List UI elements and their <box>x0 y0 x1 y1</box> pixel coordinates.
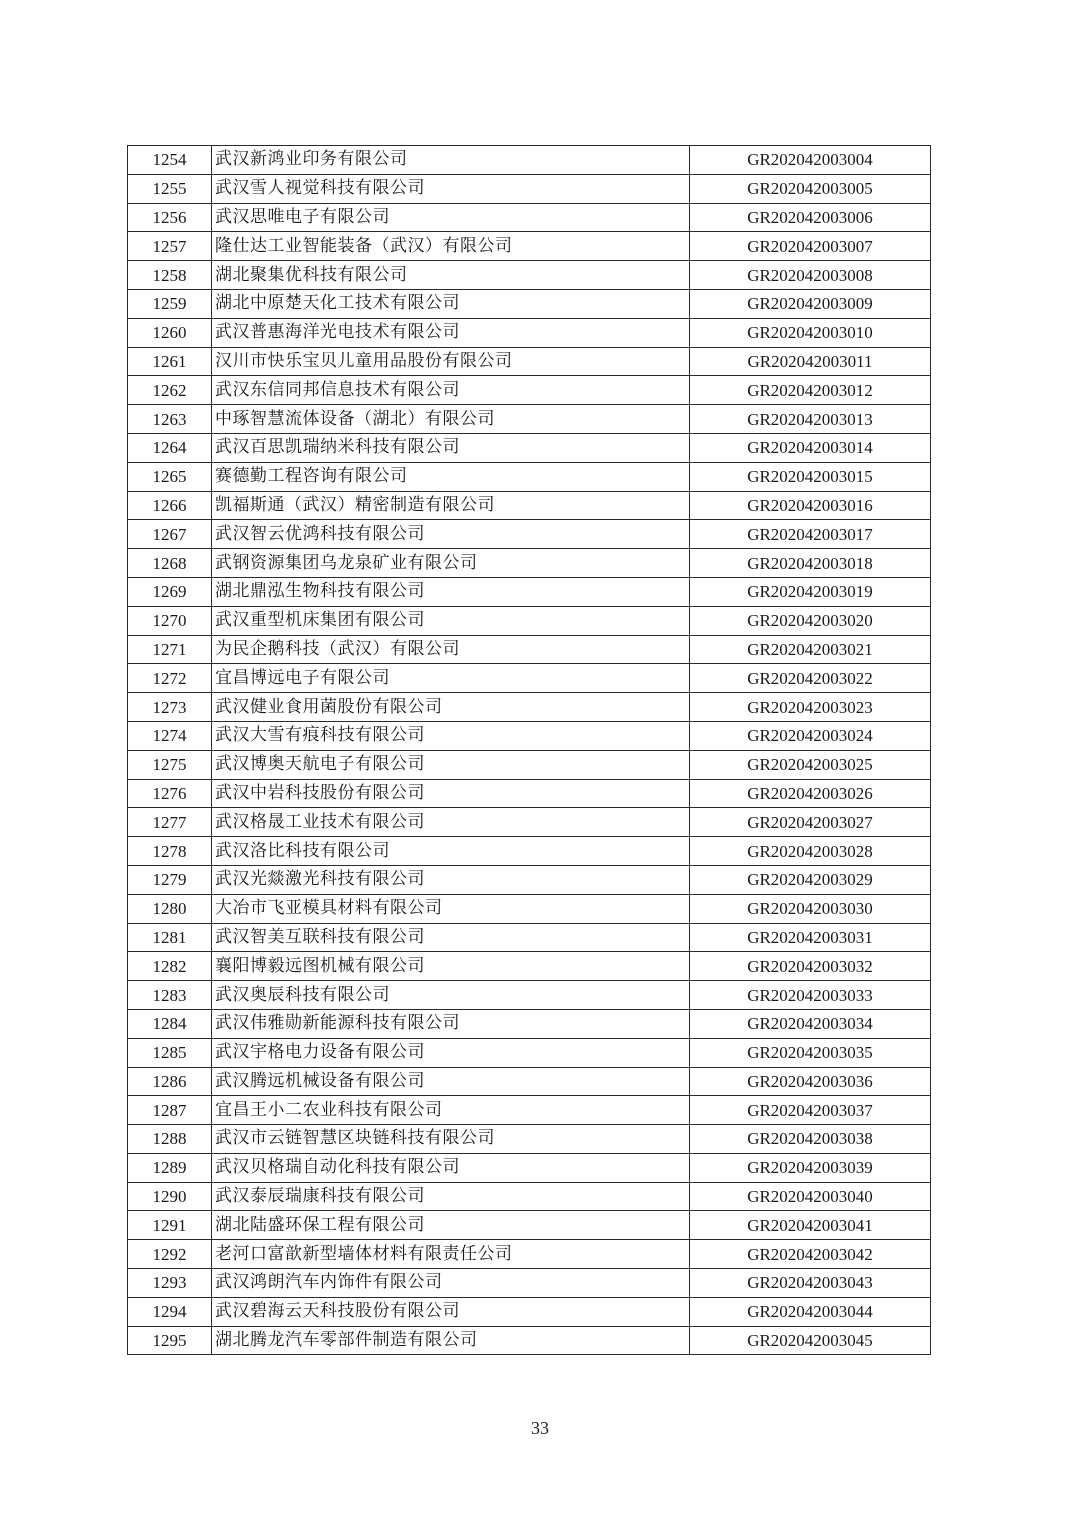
row-number: 1277 <box>128 808 212 837</box>
certificate-code: GR202042003011 <box>690 347 931 376</box>
certificate-code: GR202042003014 <box>690 433 931 462</box>
row-number: 1289 <box>128 1153 212 1182</box>
certificate-code: GR202042003041 <box>690 1211 931 1240</box>
table-row <box>128 635 931 664</box>
table-row <box>128 1038 931 1067</box>
certificate-code: GR202042003032 <box>690 952 931 981</box>
certificate-code: GR202042003033 <box>690 981 931 1010</box>
table-row <box>128 289 931 318</box>
row-number: 1284 <box>128 1009 212 1038</box>
company-name: 武汉重型机床集团有限公司 <box>212 606 690 635</box>
table-row <box>128 952 931 981</box>
table-row <box>128 549 931 578</box>
company-name: 大冶市飞亚模具材料有限公司 <box>212 894 690 923</box>
table-row <box>128 894 931 923</box>
company-name: 赛德勤工程咨询有限公司 <box>212 462 690 491</box>
table-row <box>128 808 931 837</box>
row-number: 1291 <box>128 1211 212 1240</box>
certificate-code: GR202042003030 <box>690 894 931 923</box>
certificate-code: GR202042003035 <box>690 1038 931 1067</box>
table-row <box>128 376 931 405</box>
table-row <box>128 779 931 808</box>
company-name: 武汉雪人视觉科技有限公司 <box>212 174 690 203</box>
row-number: 1272 <box>128 664 212 693</box>
company-name: 宜昌王小二农业科技有限公司 <box>212 1096 690 1125</box>
company-name: 武汉洛比科技有限公司 <box>212 837 690 866</box>
certificate-code: GR202042003006 <box>690 203 931 232</box>
certificate-code: GR202042003026 <box>690 779 931 808</box>
company-name: 汉川市快乐宝贝儿童用品股份有限公司 <box>212 347 690 376</box>
row-number: 1273 <box>128 693 212 722</box>
certificate-code: GR202042003031 <box>690 923 931 952</box>
table-row <box>128 1125 931 1154</box>
certificate-code: GR202042003027 <box>690 808 931 837</box>
certificate-code: GR202042003018 <box>690 549 931 578</box>
row-number: 1268 <box>128 549 212 578</box>
row-number: 1260 <box>128 318 212 347</box>
certificate-code: GR202042003004 <box>690 146 931 175</box>
table-row <box>128 203 931 232</box>
company-name: 老河口富歆新型墙体材料有限责任公司 <box>212 1240 690 1269</box>
certificate-code: GR202042003012 <box>690 376 931 405</box>
certificate-code: GR202042003024 <box>690 721 931 750</box>
row-number: 1266 <box>128 491 212 520</box>
row-number: 1281 <box>128 923 212 952</box>
row-number: 1267 <box>128 520 212 549</box>
company-name: 武汉思唯电子有限公司 <box>212 203 690 232</box>
table-row <box>128 405 931 434</box>
company-name: 武钢资源集团乌龙泉矿业有限公司 <box>212 549 690 578</box>
row-number: 1293 <box>128 1269 212 1298</box>
company-name: 武汉光燚激光科技有限公司 <box>212 865 690 894</box>
certificate-code: GR202042003008 <box>690 261 931 290</box>
row-number: 1269 <box>128 577 212 606</box>
row-number: 1255 <box>128 174 212 203</box>
table-row <box>128 146 931 175</box>
certificate-code: GR202042003038 <box>690 1125 931 1154</box>
certificate-code: GR202042003045 <box>690 1326 931 1355</box>
table-row <box>128 1153 931 1182</box>
certificate-code: GR202042003028 <box>690 837 931 866</box>
row-number: 1276 <box>128 779 212 808</box>
row-number: 1271 <box>128 635 212 664</box>
row-number: 1274 <box>128 721 212 750</box>
certificate-code: GR202042003025 <box>690 750 931 779</box>
table-row <box>128 347 931 376</box>
company-name: 襄阳博毅远图机械有限公司 <box>212 952 690 981</box>
company-name: 为民企鹅科技（武汉）有限公司 <box>212 635 690 664</box>
company-name: 武汉伟雅勋新能源科技有限公司 <box>212 1009 690 1038</box>
row-number: 1288 <box>128 1125 212 1154</box>
company-name: 武汉碧海云天科技股份有限公司 <box>212 1297 690 1326</box>
row-number: 1287 <box>128 1096 212 1125</box>
certificate-code: GR202042003044 <box>690 1297 931 1326</box>
row-number: 1263 <box>128 405 212 434</box>
row-number: 1275 <box>128 750 212 779</box>
table-row <box>128 1182 931 1211</box>
certificate-code: GR202042003007 <box>690 232 931 261</box>
table-row <box>128 1326 931 1355</box>
table-row <box>128 750 931 779</box>
table-row <box>128 318 931 347</box>
table-row <box>128 1009 931 1038</box>
row-number: 1292 <box>128 1240 212 1269</box>
certificate-code: GR202042003029 <box>690 865 931 894</box>
row-number: 1286 <box>128 1067 212 1096</box>
company-name: 湖北聚集优科技有限公司 <box>212 261 690 290</box>
table-row <box>128 606 931 635</box>
table-row <box>128 1096 931 1125</box>
table-row <box>128 577 931 606</box>
company-name: 凯福斯通（武汉）精密制造有限公司 <box>212 491 690 520</box>
row-number: 1261 <box>128 347 212 376</box>
certificate-code: GR202042003005 <box>690 174 931 203</box>
table-body <box>128 146 931 1355</box>
certificate-code: GR202042003037 <box>690 1096 931 1125</box>
table-row <box>128 433 931 462</box>
certificate-code: GR202042003020 <box>690 606 931 635</box>
row-number: 1290 <box>128 1182 212 1211</box>
row-number: 1270 <box>128 606 212 635</box>
company-name: 武汉腾远机械设备有限公司 <box>212 1067 690 1096</box>
certificate-code: GR202042003016 <box>690 491 931 520</box>
row-number: 1256 <box>128 203 212 232</box>
row-number: 1285 <box>128 1038 212 1067</box>
company-name: 武汉宇格电力设备有限公司 <box>212 1038 690 1067</box>
company-name: 武汉大雪有痕科技有限公司 <box>212 721 690 750</box>
company-name: 湖北中原楚天化工技术有限公司 <box>212 289 690 318</box>
company-name: 武汉中岩科技股份有限公司 <box>212 779 690 808</box>
company-name: 武汉泰辰瑞康科技有限公司 <box>212 1182 690 1211</box>
certificate-code: GR202042003009 <box>690 289 931 318</box>
certificate-code: GR202042003017 <box>690 520 931 549</box>
table-row <box>128 491 931 520</box>
company-name: 武汉市云链智慧区块链科技有限公司 <box>212 1125 690 1154</box>
company-name: 宜昌博远电子有限公司 <box>212 664 690 693</box>
table-row <box>128 1269 931 1298</box>
table-row <box>128 923 931 952</box>
company-name: 中琢智慧流体设备（湖北）有限公司 <box>212 405 690 434</box>
table-row <box>128 1067 931 1096</box>
company-name: 武汉百思凯瑞纳米科技有限公司 <box>212 433 690 462</box>
company-name: 武汉新鸿业印务有限公司 <box>212 146 690 175</box>
certificate-code: GR202042003043 <box>690 1269 931 1298</box>
row-number: 1294 <box>128 1297 212 1326</box>
table-row <box>128 981 931 1010</box>
certificate-code: GR202042003036 <box>690 1067 931 1096</box>
row-number: 1265 <box>128 462 212 491</box>
row-number: 1282 <box>128 952 212 981</box>
company-name: 武汉博奥天航电子有限公司 <box>212 750 690 779</box>
row-number: 1295 <box>128 1326 212 1355</box>
company-name: 湖北鼎泓生物科技有限公司 <box>212 577 690 606</box>
certificate-code: GR202042003023 <box>690 693 931 722</box>
table-row <box>128 1211 931 1240</box>
row-number: 1259 <box>128 289 212 318</box>
row-number: 1254 <box>128 146 212 175</box>
row-number: 1258 <box>128 261 212 290</box>
table-row <box>128 693 931 722</box>
table-row <box>128 520 931 549</box>
company-name: 武汉贝格瑞自动化科技有限公司 <box>212 1153 690 1182</box>
page-number: 33 <box>531 1418 549 1438</box>
table-row <box>128 232 931 261</box>
company-name: 武汉鸿朗汽车内饰件有限公司 <box>212 1269 690 1298</box>
row-number: 1264 <box>128 433 212 462</box>
company-name: 武汉普惠海洋光电技术有限公司 <box>212 318 690 347</box>
company-name: 武汉奥辰科技有限公司 <box>212 981 690 1010</box>
certificate-code: GR202042003040 <box>690 1182 931 1211</box>
certificate-code: GR202042003013 <box>690 405 931 434</box>
company-name: 武汉东信同邦信息技术有限公司 <box>212 376 690 405</box>
row-number: 1257 <box>128 232 212 261</box>
table-row <box>128 664 931 693</box>
company-name: 湖北陆盛环保工程有限公司 <box>212 1211 690 1240</box>
table-row <box>128 462 931 491</box>
row-number: 1279 <box>128 865 212 894</box>
certificate-code: GR202042003039 <box>690 1153 931 1182</box>
company-name: 隆仕达工业智能装备（武汉）有限公司 <box>212 232 690 261</box>
certificate-table <box>127 145 931 1355</box>
certificate-code: GR202042003010 <box>690 318 931 347</box>
company-name: 武汉格晟工业技术有限公司 <box>212 808 690 837</box>
company-name: 武汉健业食用菌股份有限公司 <box>212 693 690 722</box>
table-row <box>128 261 931 290</box>
certificate-code: GR202042003015 <box>690 462 931 491</box>
table-row <box>128 837 931 866</box>
company-name: 武汉智美互联科技有限公司 <box>212 923 690 952</box>
row-number: 1262 <box>128 376 212 405</box>
table-row <box>128 721 931 750</box>
row-number: 1278 <box>128 837 212 866</box>
table-row <box>128 1240 931 1269</box>
table-row <box>128 174 931 203</box>
row-number: 1280 <box>128 894 212 923</box>
certificate-code: GR202042003019 <box>690 577 931 606</box>
company-name: 湖北腾龙汽车零部件制造有限公司 <box>212 1326 690 1355</box>
certificate-code: GR202042003021 <box>690 635 931 664</box>
row-number: 1283 <box>128 981 212 1010</box>
certificate-code: GR202042003042 <box>690 1240 931 1269</box>
certificate-code: GR202042003034 <box>690 1009 931 1038</box>
table-row <box>128 1297 931 1326</box>
certificate-code: GR202042003022 <box>690 664 931 693</box>
table-row <box>128 865 931 894</box>
company-name: 武汉智云优鸿科技有限公司 <box>212 520 690 549</box>
